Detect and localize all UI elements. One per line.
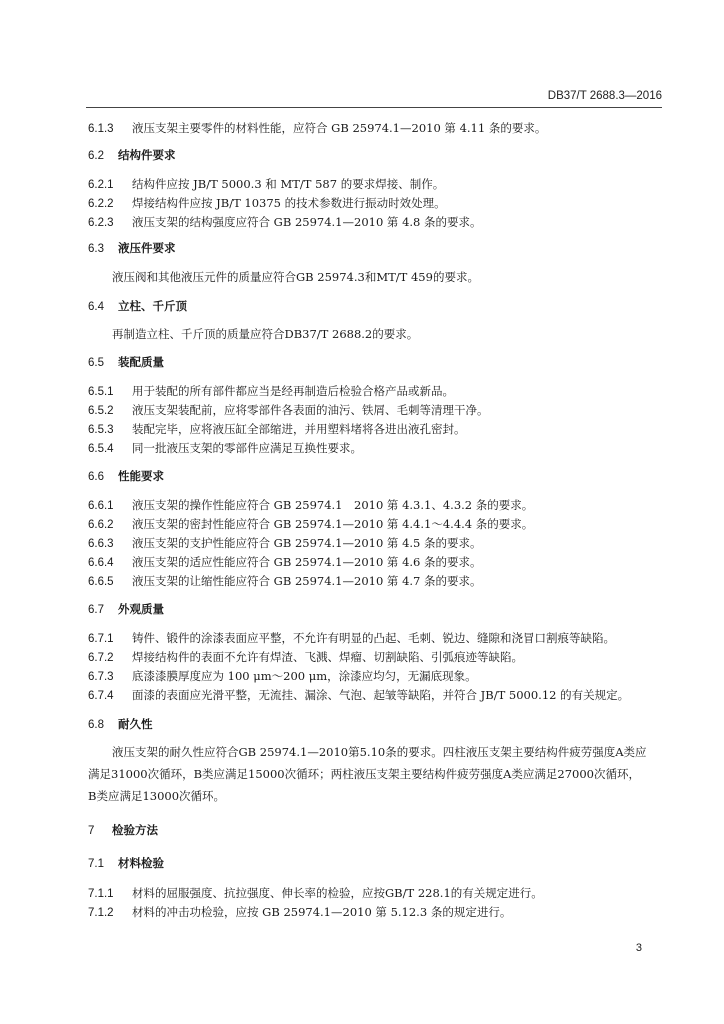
clause-number: 6.6.5 xyxy=(88,576,114,588)
section-number: 6.7 xyxy=(88,604,104,616)
clause-6-2-3 xyxy=(88,214,648,231)
clause-6-6-3 xyxy=(88,535,648,552)
heading-6-8 xyxy=(88,717,648,733)
clause-6-5-3 xyxy=(88,421,648,438)
clause-text: 焊接结构件的表面不允许有焊渣、飞溅、焊瘤、切割缺陷、引弧痕迹等缺陷。 xyxy=(132,650,523,664)
clause-text: 用于装配的所有部件都应当是经再制造后检验合格产品或新品。 xyxy=(132,384,454,398)
clause-text: 材料的屈服强度、抗拉强度、伸长率的检验，应按GB/T 228.1的有关规定进行。 xyxy=(132,886,543,900)
clause-text: 底漆漆膜厚度应为 100 μm～200 μm，涂漆应均匀，无漏底现象。 xyxy=(132,669,477,683)
chapter-7 xyxy=(88,823,648,839)
clause-number: 6.7.3 xyxy=(88,671,114,683)
clause-6-5-1 xyxy=(88,383,648,400)
clause-text: 铸件、锻件的涂漆表面应平整，不允许有明显的凸起、毛刺、锐边、缝隙和浇冒口割痕等缺陷。 xyxy=(132,631,615,645)
clause-number: 6.5.1 xyxy=(88,386,114,398)
clause-7-1-2 xyxy=(88,904,648,921)
section-title: 材料检验 xyxy=(118,858,164,870)
section-title: 液压件要求 xyxy=(118,243,176,255)
paragraph-6-8: 液压支架的耐久性应符合GB 25974.1—2010第5.10条的要求。四柱液压支架主要结构件疲劳强度A类应满足31000次循环，B类应满足15000次循环；两柱液压支架主要结构件疲劳强度A类应满足27000次循环，B类应满足13000次循环。 xyxy=(88,745,647,803)
clause-6-1-3 xyxy=(88,120,648,137)
page-number: 3 xyxy=(635,942,642,954)
section-number: 6.6 xyxy=(88,471,104,483)
clause-number: 6.7.2 xyxy=(88,652,114,664)
heading-6-5 xyxy=(88,355,648,371)
clause-6-7-4 xyxy=(88,687,648,704)
clause-text: 装配完毕，应将液压缸全部缩进，并用塑料堵将各进出液孔密封。 xyxy=(132,422,466,436)
section-title: 装配质量 xyxy=(118,357,164,369)
clause-number: 6.7.1 xyxy=(88,633,114,645)
section-title: 结构件要求 xyxy=(118,150,176,162)
clause-number: 6.6.4 xyxy=(88,557,114,569)
clause-number: 7.1.1 xyxy=(88,888,114,900)
clause-number: 6.6.1 xyxy=(88,500,114,512)
clause-text: 面漆的表面应光滑平整，无流挂、漏涂、气泡、起皱等缺陷，并符合 JB/T 5000.12 的有关规定。 xyxy=(132,688,630,702)
clause-6-6-1 xyxy=(88,497,648,514)
clause-text: 液压支架的适应性能应符合 GB 25974.1—2010 第 4.6 条的要求。 xyxy=(132,555,482,569)
clause-6-2-2 xyxy=(88,195,648,212)
clause-6-5-4 xyxy=(88,440,648,457)
heading-7-1 xyxy=(88,856,648,872)
heading-6-7 xyxy=(88,602,648,618)
section-number: 6.5 xyxy=(88,357,104,369)
clause-6-5-2 xyxy=(88,402,648,419)
clause-number: 6.1.3 xyxy=(88,123,114,135)
heading-6-3 xyxy=(88,241,648,257)
clause-text: 液压支架的操作性能应符合 GB 25974.1 2010 第 4.3.1、4.3.2 条的要求。 xyxy=(132,498,534,512)
clause-text: 液压支架主要零件的材料性能，应符合 GB 25974.1—2010 第 4.11 条的要求。 xyxy=(132,121,547,135)
clause-6-7-3 xyxy=(88,668,648,685)
clause-number: 6.2.2 xyxy=(88,198,114,210)
clause-7-1-1 xyxy=(88,885,648,902)
section-number: 6.4 xyxy=(88,301,104,313)
clause-text: 焊接结构件应按 JB/T 10375 的技术参数进行振动时效处理。 xyxy=(132,196,446,210)
clause-text: 液压支架的让缩性能应符合 GB 25974.1—2010 第 4.7 条的要求。 xyxy=(132,574,482,588)
chapter-number: 7 xyxy=(88,825,95,837)
clause-number: 7.1.2 xyxy=(88,907,114,919)
section-title: 性能要求 xyxy=(118,471,164,483)
section-number: 6.8 xyxy=(88,719,104,731)
section-title: 外观质量 xyxy=(118,604,164,616)
paragraph-6-4: 再制造立柱、千斤顶的质量应符合DB37/T 2688.2的要求。 xyxy=(112,327,419,341)
paragraph-6-3: 液压阀和其他液压元件的质量应符合GB 25974.3和MT/T 459的要求。 xyxy=(112,270,479,284)
clause-6-7-1 xyxy=(88,630,648,647)
clause-number: 6.5.4 xyxy=(88,443,114,455)
document-code: DB37/T 2688.3—2016 xyxy=(547,90,662,102)
clause-number: 6.5.2 xyxy=(88,405,114,417)
clause-text: 液压支架装配前，应将零部件各表面的油污、铁屑、毛刺等清理干净。 xyxy=(132,403,489,417)
chapter-title: 检验方法 xyxy=(112,825,158,837)
clause-text: 液压支架的密封性能应符合 GB 25974.1—2010 第 4.4.1～4.4.4 条的要求。 xyxy=(132,517,534,531)
clause-text: 结构件应按 JB/T 5000.3 和 MT/T 587 的要求焊接、制作。 xyxy=(132,177,445,191)
clause-6-7-2 xyxy=(88,649,648,666)
clause-number: 6.6.3 xyxy=(88,538,114,550)
header-rule xyxy=(86,107,662,108)
clause-text: 同一批液压支架的零部件应满足互换性要求。 xyxy=(132,441,362,455)
section-title: 立柱、千斤顶 xyxy=(118,301,187,313)
heading-6-4 xyxy=(88,299,648,315)
clause-text: 液压支架的支护性能应符合 GB 25974.1—2010 第 4.5 条的要求。 xyxy=(132,536,482,550)
clause-6-6-5 xyxy=(88,573,648,590)
section-number: 6.2 xyxy=(88,150,104,162)
clause-text: 液压支架的结构强度应符合 GB 25974.1—2010 第 4.8 条的要求。 xyxy=(132,215,482,229)
clause-number: 6.6.2 xyxy=(88,519,114,531)
heading-6-2 xyxy=(88,148,648,164)
section-number: 6.3 xyxy=(88,243,104,255)
clause-number: 6.5.3 xyxy=(88,424,114,436)
clause-number: 6.2.3 xyxy=(88,217,114,229)
clause-6-2-1 xyxy=(88,176,648,193)
clause-text: 材料的冲击功检验，应按 GB 25974.1—2010 第 5.12.3 条的规定进行。 xyxy=(132,905,512,919)
clause-number: 6.2.1 xyxy=(88,179,114,191)
heading-6-6 xyxy=(88,469,648,485)
section-title: 耐久性 xyxy=(118,719,153,731)
clause-number: 6.7.4 xyxy=(88,690,114,702)
section-number: 7.1 xyxy=(88,858,104,870)
clause-6-6-2 xyxy=(88,516,648,533)
clause-6-6-4 xyxy=(88,554,648,571)
